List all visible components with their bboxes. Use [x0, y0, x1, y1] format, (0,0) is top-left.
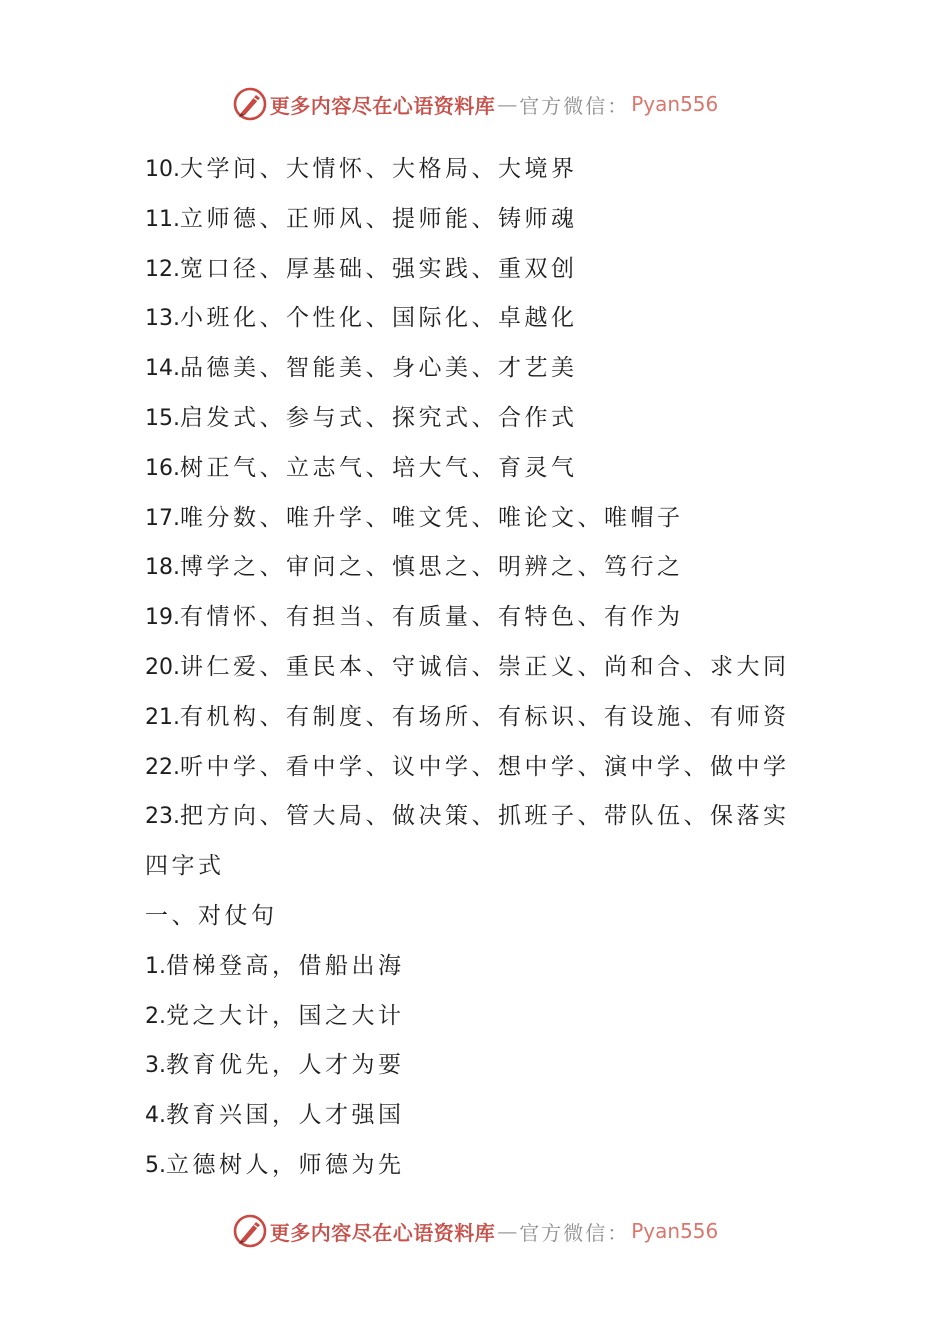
- banner-separator: —: [497, 1219, 518, 1243]
- text-line: [145, 394, 845, 444]
- document-body: [145, 145, 845, 1191]
- line-text: 一、对仗句: [145, 902, 278, 929]
- line-text: 立德树人，师德为先: [166, 1151, 405, 1178]
- banner-title: 更多内容尽在心语资料库: [269, 93, 496, 118]
- line-number: 5.: [145, 1152, 166, 1178]
- line-text: 党之大计，国之大计: [166, 1002, 405, 1029]
- line-text: 唯分数、唯升学、唯文凭、唯论文、唯帽子: [180, 504, 684, 531]
- line-number: 1.: [145, 953, 166, 979]
- banner-separator: —: [497, 92, 518, 116]
- text-line: [145, 294, 845, 344]
- line-text: 启发式、参与式、探究式、合作式: [180, 404, 578, 431]
- line-text: 树正气、立志气、培大气、育灵气: [180, 454, 578, 481]
- line-text: 小班化、个性化、国际化、卓越化: [180, 305, 578, 332]
- text-line: [145, 1141, 845, 1191]
- line-text: 有机构、有制度、有场所、有标识、有设施、有师资: [180, 703, 790, 730]
- text-line: [145, 195, 845, 245]
- text-line: [145, 494, 845, 544]
- line-text: 立师德、正师风、提师能、铸师魂: [180, 205, 578, 232]
- line-text: 把方向、管大局、做决策、抓班子、带队伍、保落实: [180, 803, 790, 830]
- pen-logo-icon: [232, 86, 268, 122]
- line-number: 4.: [145, 1103, 166, 1129]
- section-subheading: [145, 892, 845, 942]
- line-text: 博学之、审问之、慎思之、明辨之、笃行之: [180, 554, 684, 581]
- text-line: [145, 1041, 845, 1091]
- line-number: 14.: [145, 356, 180, 382]
- text-line: [145, 344, 845, 394]
- line-number: 15.: [145, 405, 180, 431]
- banner-wechat-id: Pyan556: [631, 1219, 719, 1243]
- text-line: [145, 145, 845, 195]
- text-line: [145, 693, 845, 743]
- banner-wechat-label: 官方微信：: [519, 1220, 630, 1245]
- line-number: 13.: [145, 306, 180, 332]
- line-number: 16.: [145, 455, 180, 481]
- line-number: 21.: [145, 704, 180, 730]
- text-line: [145, 593, 845, 643]
- line-text: 教育优先，人才为要: [166, 1052, 405, 1079]
- line-text: 大学问、大情怀、大格局、大境界: [180, 156, 578, 182]
- banner-title: 更多内容尽在心语资料库: [269, 1220, 496, 1245]
- line-text: 品德美、智能美、身心美、才艺美: [180, 355, 578, 382]
- text-line: [145, 543, 845, 593]
- section-heading: [145, 842, 845, 892]
- text-line: [145, 792, 845, 842]
- line-number: 23.: [145, 804, 180, 830]
- text-line: [145, 1091, 845, 1141]
- text-line: [145, 942, 845, 992]
- line-number: 3.: [145, 1053, 166, 1079]
- text-line: [145, 245, 845, 295]
- text-line: [145, 992, 845, 1042]
- footer-banner: [0, 1211, 950, 1251]
- pen-logo-icon: [232, 1213, 268, 1249]
- text-line: [145, 444, 845, 494]
- header-banner: [0, 84, 950, 124]
- line-number: 22.: [145, 754, 180, 780]
- line-text: 教育兴国，人才强国: [166, 1102, 405, 1129]
- line-number: 17.: [145, 505, 180, 531]
- line-number: 11.: [145, 206, 180, 232]
- text-line: [145, 643, 845, 693]
- line-number: 10.: [145, 157, 180, 182]
- line-text: 讲仁爱、重民本、守诚信、崇正义、尚和合、求大同: [180, 653, 790, 680]
- text-line: [145, 743, 845, 793]
- line-text: 听中学、看中学、议中学、想中学、演中学、做中学: [180, 753, 790, 780]
- line-number: 2.: [145, 1003, 166, 1029]
- line-text: 四字式: [145, 853, 225, 880]
- banner-wechat-label: 官方微信：: [519, 93, 630, 118]
- line-text: 宽口径、厚基础、强实践、重双创: [180, 255, 578, 282]
- line-number: 19.: [145, 605, 180, 631]
- line-number: 20.: [145, 654, 180, 680]
- line-number: 18.: [145, 555, 180, 581]
- line-text: 有情怀、有担当、有质量、有特色、有作为: [180, 604, 684, 631]
- line-text: 借梯登高，借船出海: [166, 952, 405, 979]
- banner-wechat-id: Pyan556: [631, 92, 719, 116]
- line-number: 12.: [145, 256, 180, 282]
